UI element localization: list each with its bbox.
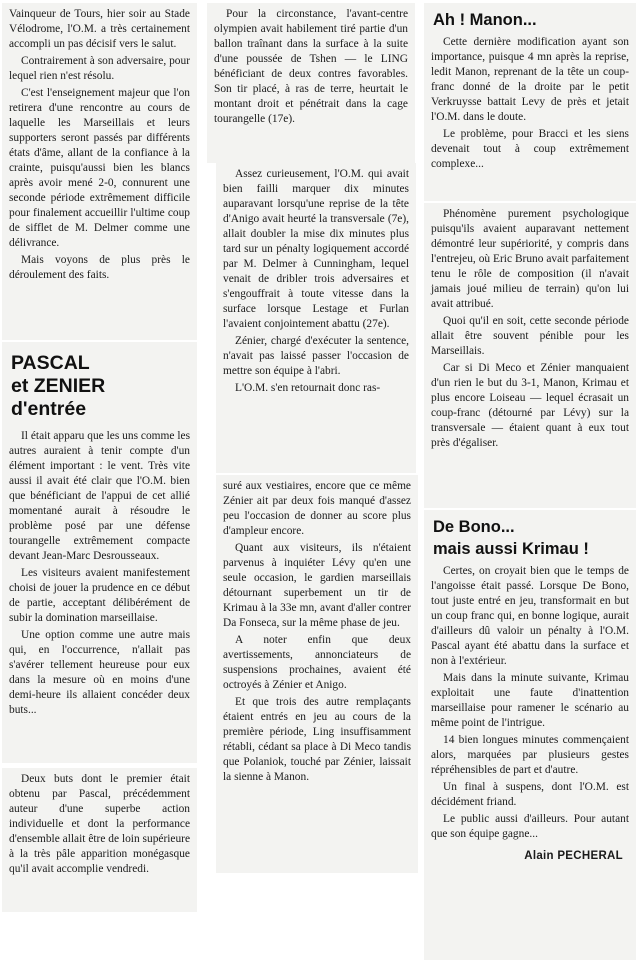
col3-top-paragraph-2: Le problème, pour Bracci et les siens devenait tout à coup extrêmement complexe... [431, 128, 629, 170]
col2-bottom-paragraph-1: suré aux vestiaires, encore que ce même Zénier ait par deux fois manqué d'assez peu l'occasion de donner au score plus d'ampleur encore. [223, 480, 411, 537]
col2-bottom-paragraph-3: A noter enfin que deux avertissements, annonciateurs de suspensions prochaines, avaient été octroyés à Zénier et Anigo. [223, 634, 411, 691]
col2-bottom-paragraph-2: Quant aux visiteurs, ils n'étaient parvenus à inquiéter Lévy qu'en une seule occasion, le gardien marseillais détournant superbement un tir de Krimau à la 33e mn, avant d'aller contrer Da Fonseca, sur la même phase de jeu. [223, 542, 411, 629]
col3-mid-paragraph-2: Quoi qu'il en soit, cette seconde période allait être souvent pénible pour les Marseillais. [431, 315, 629, 357]
heading-ah-manon: Ah ! Manon... [433, 11, 537, 29]
col3-bottom-paragraph-3: 14 bien longues minutes commençaient alors, marquées par plusieurs gestes répréhensibles de part et d'autre. [431, 734, 629, 776]
col1-mid-paragraph-3: Une option comme une autre mais qui, en l'occurrence, n'allait pas s'avérer tellement heureuse pour eux dans la mesure où en moins d'une demi-heure ils allaient concéder deux buts... [9, 629, 190, 716]
col3-mid-paragraph-1: Phénomène purement psychologique puisqu'ils avaient auparavant nettement démontré leur supériorité, y compris dans l'entrejeu, où Eric Bruno avait parfaitement tenu le rôle de composition (il n'avait jamais joué milieu de terrain) qu'on lui avait attribué. [431, 208, 629, 310]
col1-bottom-paragraph-1: Deux buts dont le premier était obtenu par Pascal, précédemment auteur d'une superbe action individuelle et dont la performance d'ensemble allait être de loin supérieure à la très pâle apparition monégasque qu'il avait accomplie vendredi. [9, 773, 190, 875]
col1-top-clipping [2, 3, 197, 340]
col2-top-clipping [207, 3, 415, 163]
col1-mid-clipping [2, 342, 197, 763]
col1-top-paragraph-3: C'est l'enseignement majeur que l'on retirera d'une rencontre au cours de laquelle les Marseillais et leurs supporters seront passés par différents états d'âme, allant de la confiance à la crainte, puisqu'aussi bien les blancs après avoir mené 2-0, connurent une seconde période extrêmement difficile pour finalement accueillir l'ultime coup de sifflet de M. Delmer comme une délivrance. [9, 87, 190, 249]
col1-top-paragraph-2: Contrairement à son adversaire, pour lequel rien n'est résolu. [9, 55, 190, 82]
col3-bottom-paragraph-2: Mais dans la minute suivante, Krimau exploitait une faute d'inattention marseillaise pour ramener le scénario au même point de l'intrigue. [431, 672, 629, 729]
author-signature: Alain PECHERAL [524, 850, 623, 862]
col2-mid-paragraph-3: L'O.M. s'en retournait donc ras- [235, 382, 381, 394]
col2-bottom-paragraph-4: Et que trois des autre remplaçants étaient entrés en jeu au cours de la première période, Ling insuffisamment rétabli, cédant sa place à Di Meco tandis que Polaniok, touché par Zénier, laissait la sienne à Manon. [223, 696, 411, 783]
col3-top-paragraph-1: Cette dernière modification ayant son importance, puisque 4 mn après la reprise, ledit Manon, reprenant de la tête un coup-franc donné de la droite par le petit Verkruysse battait Levy de près et jetait l'O.M. dans le doute. [431, 36, 629, 123]
heading-pascal-zenier: PASCAL et ZENIER d'entrée [11, 352, 106, 420]
col1-mid-paragraph-1: Il était apparu que les uns comme les autres auraient à tenir compte d'un élément important : le vent. Très vite aussi il avait été clair que l'O.M. bien que bénéficiant de l'appui de cet allié momentané aurait à résoudre le problème posé par une défense tourangelle extrêmement compacte devant Jean-Marc Desrousseaux. [9, 430, 190, 562]
col2-mid-paragraph-2: Zénier, chargé d'exécuter la sentence, n'avait pas laissé passer l'occasion de mettre son équipe à l'abri. [223, 335, 409, 377]
col3-top-clipping [424, 3, 636, 201]
col3-bottom-paragraph-4: Un final à suspens, dont l'O.M. est décidément friand. [431, 781, 629, 808]
col2-mid-clipping [216, 163, 416, 473]
col3-bottom-paragraph-1: Certes, on croyait bien que le temps de l'angoisse était passé. Lorsque De Bono, tout juste entré en jeu, transformait en but un coup franc qui, en bonne logique, aurait d'ailleurs dû valoir un pénalty à l'O.M. Pascal ayant été abattu dans la surface et non à l'extérieur. [431, 565, 629, 667]
col3-bottom-clipping [424, 510, 636, 960]
col2-bottom-clipping [216, 475, 418, 873]
col3-mid-clipping [424, 203, 636, 508]
col3-mid-paragraph-3: Car si Di Meco et Zénier manquaient d'un rien le but du 3-1, Manon, Krimau et plus encore Loiseau — lequel écrasait un coup-franc (détourné par Lévy) sur la transversale — étaient quant à eux tout près d'égaliser. [431, 362, 629, 449]
col3-bottom-paragraph-5: Le public aussi d'ailleurs. Pour autant que son équipe gagne... [431, 813, 629, 840]
col2-top-paragraph-1: Pour la circonstance, l'avant-centre olympien avait habilement tiré partie d'un ballon traînant dans la surface à la suite d'une poussée de Tshen — le LING bénéficiant de deux contres favorables. Son tir placé, à ras de terre, heurtait le montant droit et pénétrait dans la cage tourangelle (17e). [214, 8, 408, 125]
col1-bottom-clipping [2, 768, 197, 912]
col2-mid-paragraph-1: Assez curieusement, l'O.M. qui avait bien failli marquer dix minutes auparavant lorsqu'une reprise de la tête d'Anigo avait heurté la transversale (7e), allait doubler la mise dix minutes plus tard sur un pénalty logiquement accordé par M. Delmer à Cunningham, lequel venait de dribler trois adversaires et s'engouffrait à toute vitesse dans la surface lorsque Lestage et Furlan l'avaient conjointement abattu (27e). [223, 168, 409, 330]
col1-top-paragraph-1: Vainqueur de Tours, hier soir au Stade Vélodrome, l'O.M. a très certainement accompli un pas décisif vers le salut. [9, 8, 190, 50]
col1-mid-paragraph-2: Les visiteurs avaient manifestement choisi de jouer la prudence en ce début de partie, acceptant délibérément de subir la domination marseillaise. [9, 567, 190, 624]
heading-de-bono-krimau: De Bono... mais aussi Krimau ! [433, 518, 589, 558]
col1-top-paragraph-4: Mais voyons de plus près le déroulement des faits. [9, 254, 190, 281]
